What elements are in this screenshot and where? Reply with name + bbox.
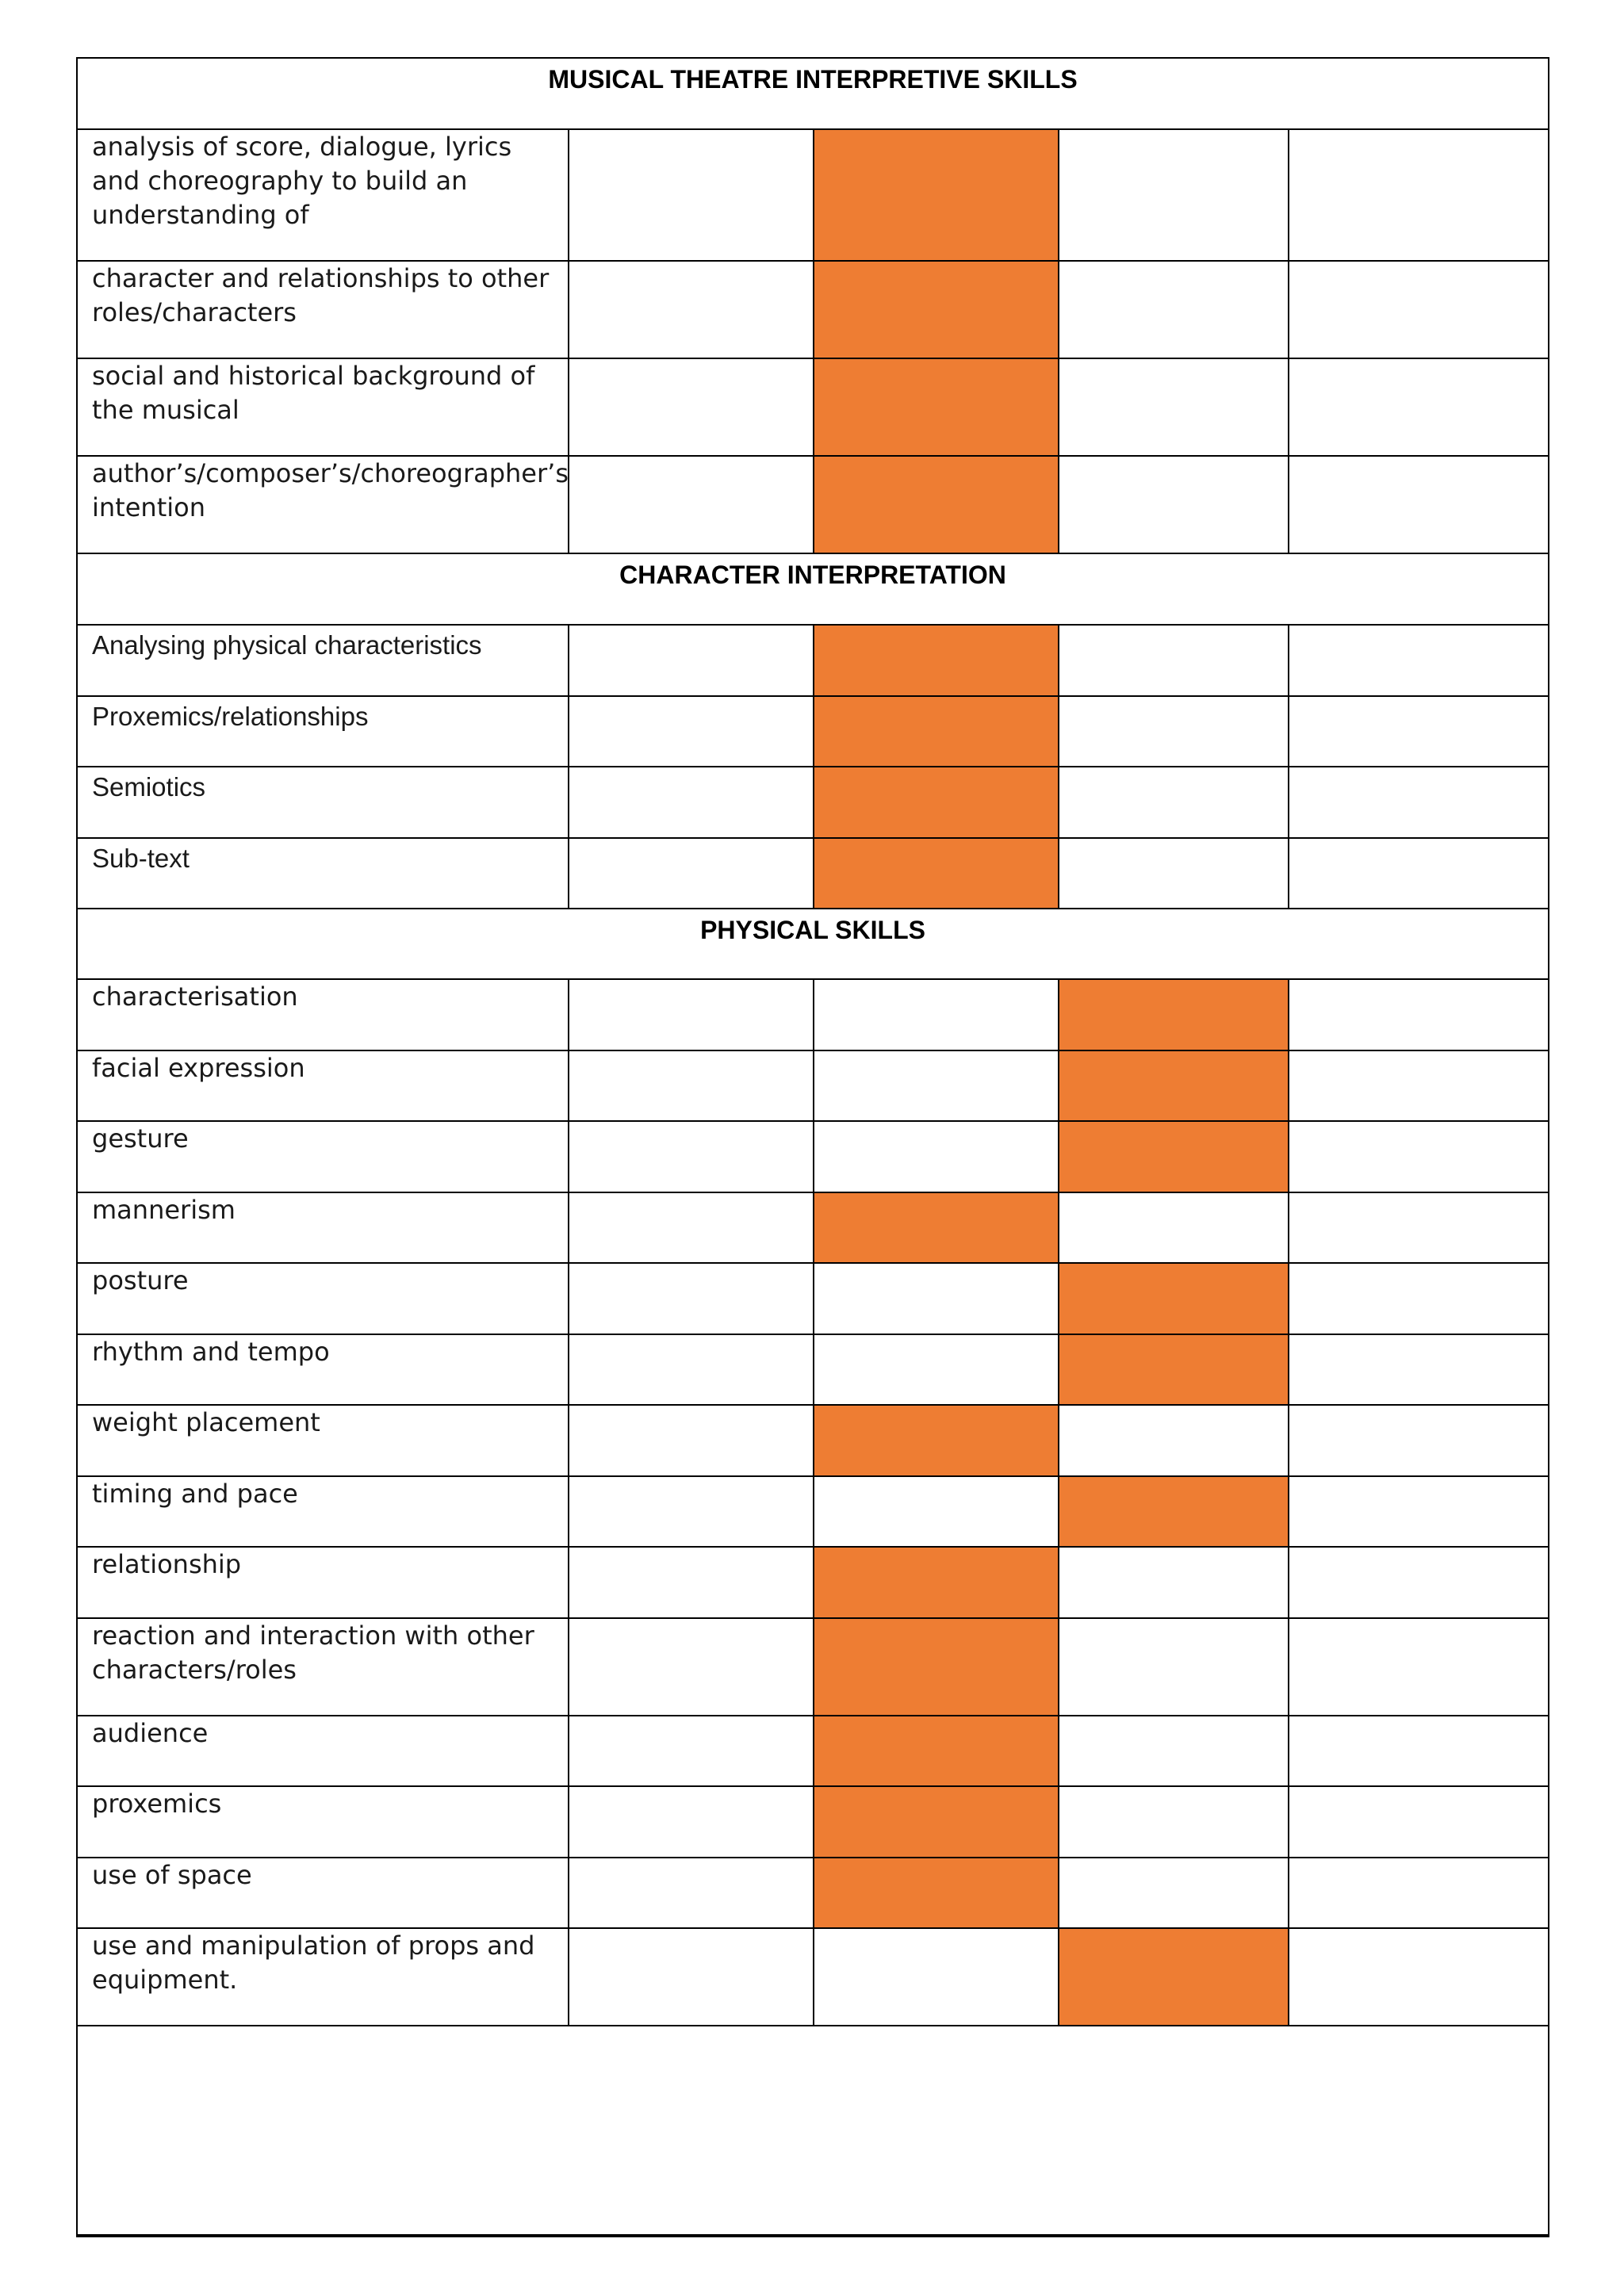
- rating-cell: [814, 1263, 1059, 1334]
- rating-cell-marked: [814, 1547, 1059, 1618]
- rating-cell: [569, 838, 814, 909]
- rating-cell: [569, 1928, 814, 2026]
- table-row: [78, 261, 1548, 358]
- table-row: [78, 767, 1548, 838]
- rating-cell: [1289, 261, 1548, 358]
- skill-label: gesture: [78, 1121, 569, 1192]
- skill-label: proxemics: [78, 1786, 569, 1858]
- rating-cell: [1059, 261, 1289, 358]
- rating-cell-marked: [1059, 1263, 1289, 1334]
- table-row: [78, 838, 1548, 909]
- table-row: [78, 696, 1548, 767]
- table-row: [78, 1192, 1548, 1263]
- rating-cell: [1289, 1476, 1548, 1547]
- rating-cell: [1289, 1192, 1548, 1263]
- rating-cell: [1289, 1618, 1548, 1716]
- rating-cell: [1059, 129, 1289, 261]
- rating-cell-marked: [814, 1786, 1059, 1858]
- section-heading-row: [78, 59, 1548, 129]
- section-heading: PHYSICAL SKILLS: [78, 909, 1548, 979]
- section-heading: MUSICAL THEATRE INTERPRETIVE SKILLS: [78, 59, 1548, 129]
- rating-cell: [1289, 1928, 1548, 2026]
- table-row: [78, 456, 1548, 553]
- rating-cell: [1289, 1121, 1548, 1192]
- rating-cell: [569, 261, 814, 358]
- table-row: [78, 1858, 1548, 1928]
- footer-row: [78, 2026, 1548, 2235]
- rating-cell-marked: [814, 129, 1059, 261]
- skill-label: Proxemics/relationships: [78, 696, 569, 767]
- rating-cell: [569, 1716, 814, 1786]
- rating-cell: [1289, 1716, 1548, 1786]
- rating-cell: [569, 1263, 814, 1334]
- rating-cell: [1059, 767, 1289, 838]
- rating-cell-marked: [1059, 1121, 1289, 1192]
- rating-cell: [1059, 696, 1289, 767]
- table-row: [78, 1263, 1548, 1334]
- rating-cell: [569, 1618, 814, 1716]
- table-row: [78, 1928, 1548, 2026]
- rating-cell: [1059, 625, 1289, 696]
- rating-cell: [569, 1121, 814, 1192]
- rating-cell: [814, 1121, 1059, 1192]
- skill-label: social and historical background of the musical: [78, 358, 569, 456]
- rating-cell: [569, 696, 814, 767]
- rating-cell: [1059, 456, 1289, 553]
- rating-cell: [1289, 358, 1548, 456]
- section-heading-row: [78, 553, 1548, 625]
- rating-cell: [569, 1476, 814, 1547]
- table-row: [78, 1716, 1548, 1786]
- rating-cell: [569, 625, 814, 696]
- rating-cell-marked: [1059, 1928, 1289, 2026]
- skill-label: facial expression: [78, 1050, 569, 1121]
- table-row: [78, 625, 1548, 696]
- rating-cell: [1059, 1405, 1289, 1476]
- rating-cell: [1289, 838, 1548, 909]
- table-row: [78, 979, 1548, 1050]
- skill-label: mannerism: [78, 1192, 569, 1263]
- rating-cell: [1289, 1547, 1548, 1618]
- rating-cell: [1289, 1858, 1548, 1928]
- rating-cell-marked: [814, 1405, 1059, 1476]
- rating-cell-marked: [814, 625, 1059, 696]
- rating-cell: [1289, 456, 1548, 553]
- rating-cell: [1289, 696, 1548, 767]
- table-row: [78, 1121, 1548, 1192]
- rating-cell: [569, 1858, 814, 1928]
- rating-cell: [569, 767, 814, 838]
- rating-cell: [1289, 129, 1548, 261]
- table-row: [78, 358, 1548, 456]
- skill-label: analysis of score, dialogue, lyrics and choreography to build an understanding of: [78, 129, 569, 261]
- rating-cell-marked: [814, 261, 1059, 358]
- rating-cell-marked: [1059, 1334, 1289, 1405]
- rating-cell: [569, 1192, 814, 1263]
- rating-cell-marked: [1059, 1476, 1289, 1547]
- skill-label: rhythm and tempo: [78, 1334, 569, 1405]
- skill-label: weight placement: [78, 1405, 569, 1476]
- skill-label: timing and pace: [78, 1476, 569, 1547]
- rating-cell: [1289, 1786, 1548, 1858]
- rating-cell: [569, 1334, 814, 1405]
- rating-cell: [569, 1050, 814, 1121]
- skill-label: relationship: [78, 1547, 569, 1618]
- rating-cell-marked: [814, 456, 1059, 553]
- table-row: [78, 1405, 1548, 1476]
- rating-cell: [1059, 358, 1289, 456]
- rating-cell: [1289, 1334, 1548, 1405]
- notes-area: [78, 2026, 1548, 2235]
- rating-cell-marked: [814, 358, 1059, 456]
- rating-cell-marked: [814, 696, 1059, 767]
- rating-cell-marked: [1059, 1050, 1289, 1121]
- rating-cell: [569, 358, 814, 456]
- table-row: [78, 1618, 1548, 1716]
- skill-label: use and manipulation of props and equipment.: [78, 1928, 569, 2026]
- rating-cell: [814, 1050, 1059, 1121]
- rating-cell-marked: [814, 1716, 1059, 1786]
- skill-label: posture: [78, 1263, 569, 1334]
- rating-cell: [1289, 767, 1548, 838]
- skill-label: reaction and interaction with other characters/roles: [78, 1618, 569, 1716]
- rating-cell-marked: [814, 838, 1059, 909]
- rating-cell: [814, 1476, 1059, 1547]
- rating-cell: [1289, 979, 1548, 1050]
- table-row: [78, 1476, 1548, 1547]
- skill-label: Analysing physical characteristics: [78, 625, 569, 696]
- rating-cell: [1059, 1858, 1289, 1928]
- skill-label: character and relationships to other roles/characters: [78, 261, 569, 358]
- skill-label: characterisation: [78, 979, 569, 1050]
- rating-cell: [1059, 1618, 1289, 1716]
- section-heading: CHARACTER INTERPRETATION: [78, 553, 1548, 625]
- rating-cell-marked: [814, 1192, 1059, 1263]
- skill-label: author’s/composer’s/choreographer’s intention: [78, 456, 569, 553]
- rating-cell: [1289, 1263, 1548, 1334]
- skills-table-document: [76, 57, 1549, 2237]
- table-row: [78, 1547, 1548, 1618]
- rating-cell: [569, 979, 814, 1050]
- skill-label: Sub-text: [78, 838, 569, 909]
- skill-label: audience: [78, 1716, 569, 1786]
- rating-cell: [814, 1334, 1059, 1405]
- rating-cell: [569, 129, 814, 261]
- rating-cell: [569, 1786, 814, 1858]
- table-row: [78, 1050, 1548, 1121]
- rating-cell: [1059, 1192, 1289, 1263]
- rating-cell: [814, 1928, 1059, 2026]
- table-row: [78, 1334, 1548, 1405]
- rating-cell: [569, 1405, 814, 1476]
- table-row: [78, 1786, 1548, 1858]
- rating-cell: [569, 456, 814, 553]
- rating-cell: [1059, 1547, 1289, 1618]
- rating-cell-marked: [1059, 979, 1289, 1050]
- rating-cell: [1289, 1050, 1548, 1121]
- rating-cell: [1059, 838, 1289, 909]
- section-heading-row: [78, 909, 1548, 979]
- skill-label: use of space: [78, 1858, 569, 1928]
- rating-cell: [569, 1547, 814, 1618]
- rating-cell: [1059, 1716, 1289, 1786]
- skill-label: Semiotics: [78, 767, 569, 838]
- rating-cell-marked: [814, 1618, 1059, 1716]
- rating-cell: [814, 979, 1059, 1050]
- rating-cell: [1059, 1786, 1289, 1858]
- rating-cell-marked: [814, 1858, 1059, 1928]
- table-row: [78, 129, 1548, 261]
- rating-cell: [1289, 1405, 1548, 1476]
- rating-cell: [1289, 625, 1548, 696]
- skills-table: [78, 59, 1548, 2236]
- rating-cell-marked: [814, 767, 1059, 838]
